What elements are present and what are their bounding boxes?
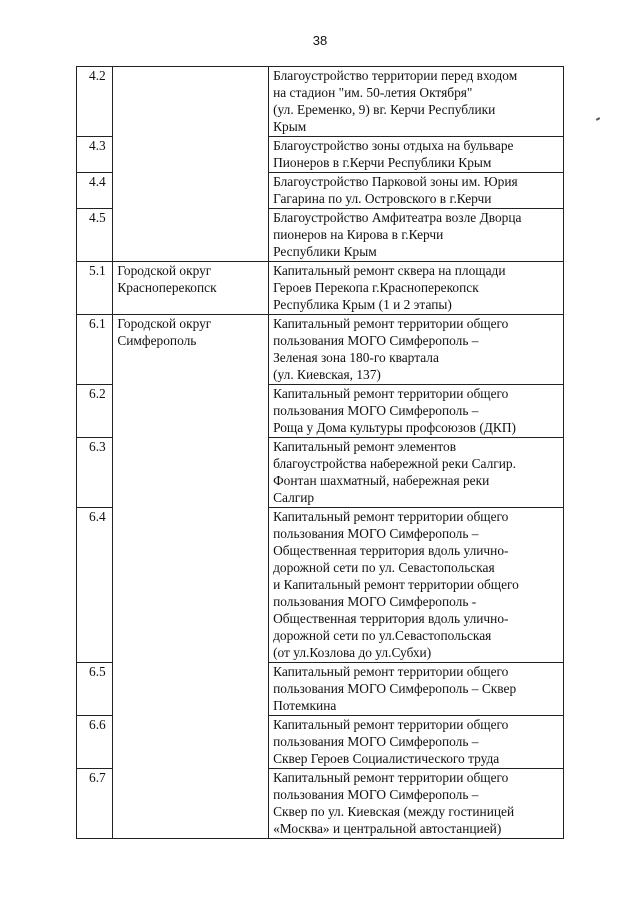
object-line: Крым: [273, 119, 307, 134]
row-number: 4.5: [77, 209, 113, 262]
municipality-cell: [113, 173, 269, 209]
object-line: Республика Крым (1 и 2 этапы): [273, 297, 452, 312]
object-line: Общественная территория вдоль улично-: [273, 543, 509, 558]
object-line: пользования МОГО Симферополь –: [273, 403, 479, 418]
municipality-line: Красноперекопск: [117, 280, 217, 295]
object-line: Фонтан шахматный, набережная реки: [273, 473, 490, 488]
object-line: Гагарина по ул. Островского в г.Керчи: [273, 191, 492, 206]
object-line: дорожной сети по ул.Севастопольская: [273, 628, 492, 643]
municipality-cell: [113, 315, 269, 385]
row-number: 6.6: [77, 716, 113, 769]
municipality-line: Городской округ: [117, 263, 212, 278]
object-line: Капитальный ремонт элементов: [273, 439, 457, 454]
table-row: [77, 209, 564, 262]
municipality-cell: [113, 262, 269, 315]
object-line: Салгир: [273, 490, 315, 505]
object-line: пользования МОГО Симферополь – Сквер: [273, 681, 517, 696]
municipality-cell: [113, 209, 269, 262]
table-row: [77, 137, 564, 173]
stray-mark: [596, 117, 600, 121]
object-cell: [269, 385, 564, 438]
row-number: 6.7: [77, 769, 113, 839]
object-line: Зеленая зона 180-го квартала: [273, 350, 439, 365]
object-cell: [269, 663, 564, 716]
object-line: пользования МОГО Симферополь -: [273, 594, 477, 609]
row-number: 4.4: [77, 173, 113, 209]
object-cell: [269, 67, 564, 137]
object-line: (от ул.Козлова до ул.Субхи): [273, 645, 432, 660]
row-number: 6.1: [77, 315, 113, 385]
object-line: Республики Крым: [273, 244, 377, 259]
row-number: 6.3: [77, 438, 113, 508]
object-line: Роща у Дома культуры профсоюзов (ДКП): [273, 420, 516, 435]
table-row: [77, 438, 564, 508]
object-line: Капитальный ремонт территории общего: [273, 316, 509, 331]
object-line: Благоустройство Парковой зоны им. Юрия: [273, 174, 518, 189]
object-line: пользования МОГО Симферополь –: [273, 526, 479, 541]
object-line: Сквер по ул. Киевская (между гостиницей: [273, 804, 515, 819]
object-line: Благоустройство территории перед входом: [273, 68, 518, 83]
table-row: [77, 663, 564, 716]
table-row: [77, 385, 564, 438]
object-line: Сквер Героев Социалистического труда: [273, 751, 500, 766]
table-row: [77, 716, 564, 769]
municipality-cell: [113, 385, 269, 438]
row-number: 4.3: [77, 137, 113, 173]
object-line: благоустройства набережной реки Салгир.: [273, 456, 516, 471]
object-line: пользования МОГО Симферополь –: [273, 734, 479, 749]
object-line: пользования МОГО Симферополь –: [273, 333, 479, 348]
municipality-cell: [113, 137, 269, 173]
object-line: Героев Перекопа г.Красноперекопск: [273, 280, 479, 295]
table-row: [77, 315, 564, 385]
object-line: Капитальный ремонт сквера на площади: [273, 263, 506, 278]
object-line: «Москва» и центральной автостанцией): [273, 821, 502, 836]
object-line: на стадион "им. 50-летия Октября": [273, 85, 473, 100]
object-line: Общественная территория вдоль улично-: [273, 611, 509, 626]
object-cell: [269, 716, 564, 769]
object-line: Капитальный ремонт территории общего: [273, 509, 509, 524]
page-number: 38: [312, 33, 328, 48]
object-line: Капитальный ремонт территории общего: [273, 770, 509, 785]
object-cell: [269, 209, 564, 262]
table-row: [77, 67, 564, 137]
object-cell: [269, 315, 564, 385]
object-line: (ул. Еременко, 9) вг. Керчи Республики: [273, 102, 496, 117]
object-line: Пионеров в г.Керчи Республики Крым: [273, 155, 492, 170]
object-cell: [269, 769, 564, 839]
municipality-line: Городской округ: [117, 316, 212, 331]
object-cell: [269, 438, 564, 508]
object-line: пионеров на Кирова в г.Керчи: [273, 227, 444, 242]
object-line: Капитальный ремонт территории общего: [273, 717, 509, 732]
municipality-cell: [113, 663, 269, 716]
object-line: Потемкина: [273, 698, 337, 713]
municipality-cell: [113, 508, 269, 663]
row-number: 4.2: [77, 67, 113, 137]
municipality-cell: [113, 67, 269, 137]
municipality-cell: [113, 769, 269, 839]
municipality-cell: [113, 716, 269, 769]
table-row: [77, 769, 564, 839]
object-line: Капитальный ремонт территории общего: [273, 386, 509, 401]
object-line: Благоустройство Амфитеатра возле Дворца: [273, 210, 522, 225]
object-cell: [269, 173, 564, 209]
object-line: Капитальный ремонт территории общего: [273, 664, 509, 679]
object-cell: [269, 508, 564, 663]
row-number: 6.5: [77, 663, 113, 716]
municipality-line: Симферополь: [117, 333, 197, 348]
objects-table: [76, 66, 564, 839]
table-row: [77, 173, 564, 209]
row-number: 5.1: [77, 262, 113, 315]
object-line: (ул. Киевская, 137): [273, 367, 381, 382]
row-number: 6.2: [77, 385, 113, 438]
object-line: дорожной сети по ул. Севастопольская: [273, 560, 495, 575]
table-row: [77, 262, 564, 315]
object-cell: [269, 137, 564, 173]
row-number: 6.4: [77, 508, 113, 663]
object-line: пользования МОГО Симферополь –: [273, 787, 479, 802]
municipality-cell: [113, 438, 269, 508]
table-row: [77, 508, 564, 663]
object-cell: [269, 262, 564, 315]
object-line: Благоустройство зоны отдыха на бульваре: [273, 138, 514, 153]
object-line: и Капитальный ремонт территории общего: [273, 577, 519, 592]
